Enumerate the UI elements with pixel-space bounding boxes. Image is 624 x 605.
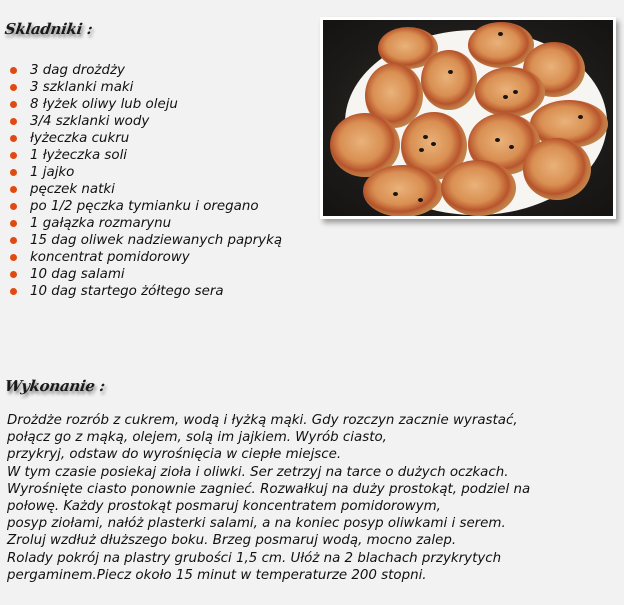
ingredient-item (0, 113, 282, 130)
bullet-icon (10, 271, 17, 278)
ingredient-item (0, 96, 282, 113)
ingredient-item (0, 283, 282, 300)
bullet-icon (10, 67, 17, 74)
ingredient-item (0, 198, 282, 215)
olive (393, 192, 398, 196)
pizza-roll (421, 50, 477, 110)
olive (498, 32, 503, 36)
olive (513, 90, 518, 94)
recipe-photo-frame (320, 17, 616, 219)
bullet-icon (10, 220, 17, 227)
pizza-roll (363, 165, 443, 216)
ingredient-label: 3/4 szklanki wody (30, 114, 150, 129)
ingredients-heading: Skladniki : (3, 20, 94, 38)
method-line: Drożdże rozrób z cukrem, wodą i łyżką mąki. Gdy rozczyn zacznie wyrastać, (7, 413, 518, 428)
olive (495, 138, 500, 142)
olive (423, 135, 428, 139)
pizza-roll (523, 138, 591, 200)
ingredient-label: 3 dag drożdży (30, 63, 125, 78)
method-line: połowę. Każdy prostokąt posmaruj koncentratem pomidorowym, (7, 498, 441, 514)
olive (419, 148, 424, 152)
bullet-icon (10, 84, 17, 91)
ingredient-label: 10 dag salami (30, 267, 125, 282)
olive (418, 198, 423, 202)
method-line: połącz go z mąką, olejem, solą im jajkiem. Wyrób ciasto, (7, 430, 387, 446)
ingredient-item (0, 215, 282, 232)
ingredient-item (0, 62, 282, 79)
bullet-icon (10, 169, 17, 176)
ingredient-label: 1 gałązka rozmarynu (30, 216, 172, 231)
bullet-icon (10, 186, 17, 193)
bullet-icon (10, 203, 17, 210)
ingredient-label: 1 jajko (30, 165, 75, 180)
olive (578, 115, 583, 119)
ingredient-item (0, 181, 282, 198)
ingredient-label: 8 łyżek oliwy lub oleju (30, 97, 178, 112)
method-line: Zroluj wzdłuż dłuższego boku. Brzeg posmaruj wodą, mocno zalep. (7, 533, 457, 549)
pizza-roll (475, 67, 545, 117)
ingredient-label: 15 dag oliwek nadziewanych papryką (30, 233, 283, 248)
ingredient-item (0, 147, 282, 164)
method-heading: Wykonanie : (3, 377, 107, 395)
pizza-roll (441, 160, 516, 216)
recipe-photo (323, 20, 613, 216)
olive (448, 70, 453, 74)
ingredient-label: 10 dag startego żółtego sera (30, 284, 224, 299)
olive (509, 145, 514, 149)
ingredient-item (0, 266, 282, 283)
ingredient-item (0, 130, 282, 147)
bullet-icon (10, 152, 17, 159)
ingredient-item (0, 79, 282, 96)
olive (503, 95, 508, 99)
ingredient-item (0, 249, 282, 266)
ingredient-label: pęczek natki (30, 182, 115, 197)
ingredients-list (0, 62, 282, 300)
method-line: posyp ziołami, nałóż plasterki salami, a na koniec posyp oliwkami i serem. (7, 516, 506, 532)
bullet-icon (10, 118, 17, 125)
method-line: Wyrośnięte ciasto ponownie zagnieć. Rozwałkuj na duży prostokąt, podziel na (7, 481, 531, 497)
olive (431, 142, 436, 146)
ingredient-label: łyżeczka cukru (30, 131, 130, 146)
method-text (7, 412, 530, 584)
ingredient-item (0, 164, 282, 181)
bullet-icon (10, 237, 17, 244)
bullet-icon (10, 135, 17, 142)
method-line: W tym czasie posiekaj zioła i oliwki. Ser zetrzyj na tarce o dużych oczkach. (7, 464, 509, 480)
ingredient-item (0, 232, 282, 249)
method-line: pergaminem.Piecz około 15 minut w temperaturze 200 stopni. (7, 567, 427, 583)
ingredient-label: 1 łyżeczka soli (30, 148, 128, 163)
bullet-icon (10, 101, 17, 108)
bullet-icon (10, 288, 17, 295)
method-line: przykryj, odstaw do wyrośnięcia w ciepłe miejsce. (7, 447, 342, 463)
ingredient-label: koncentrat pomidorowy (30, 250, 190, 265)
method-line: Rolady pokrój na plastry grubości 1,5 cm. Ułóż na 2 blachach przykrytych (7, 550, 502, 566)
bullet-icon (10, 254, 17, 261)
ingredient-label: 3 szklanki maki (30, 80, 134, 95)
ingredient-label: po 1/2 pęczka tymianku i oregano (30, 199, 259, 214)
